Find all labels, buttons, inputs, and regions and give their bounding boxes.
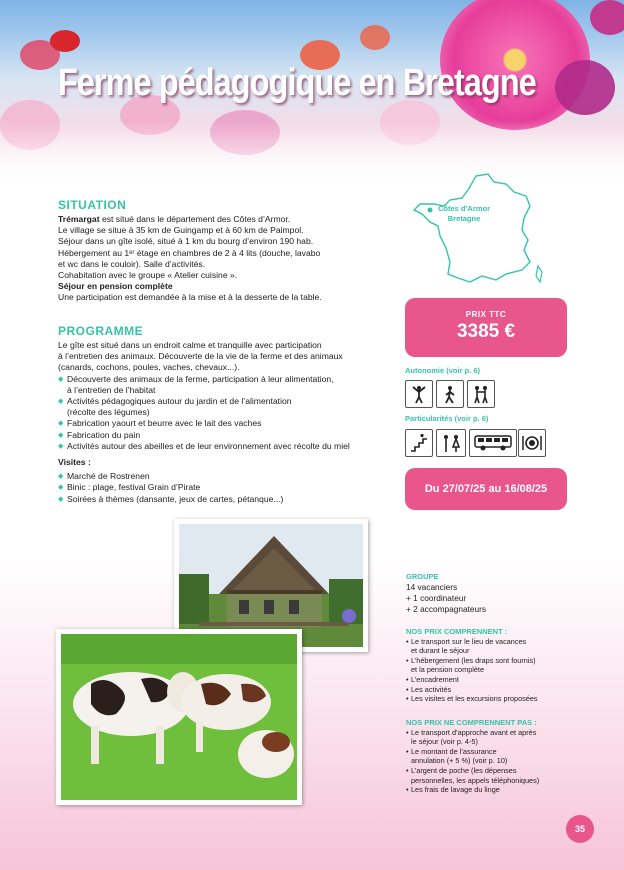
groupe-heading: GROUPE [406,572,439,581]
stairs-icon [405,429,433,457]
list-item: ◆ Fabrication du pain [58,430,403,441]
list-item: • L’encadrement [406,675,606,685]
page-number: 35 [566,815,594,843]
dates-box: Du 27/07/25 au 16/08/25 [405,468,567,510]
list-item: • Les frais de lavage du linge [406,785,606,795]
village-name: Trémargat [58,214,100,224]
list-item: • Le transport d’approche avant et après le séjour (voir p. 4-5) [406,728,606,747]
list-item: ◆ Marché de Rostrenen [58,471,403,482]
list-item: ◆ Soirées à thèmes (dansante, jeux de cartes, pétanque...) [58,494,403,505]
list-item: ◆ Découverte des animaux de la ferme, participation à leur alimentation, à l’entretien de l’habitat [58,374,403,396]
included-section [406,627,606,704]
price-value: 3385 € [456,321,516,342]
list-item: ◆ Activités pédagogiques autour du jardin et de l’alimentation (récolte des légumes) [58,396,403,418]
list-item: • Le montant de l’assurance annulation (+ 5 %) (voir p. 10) [406,747,606,766]
programme-heading: PROGRAMME [58,324,144,338]
people-assisted-icon [467,380,495,408]
excluded-section [406,718,606,795]
list-item: • Le transport sur le lieu de vacances et durant le séjour [406,637,606,656]
price-box [405,298,567,357]
programme-text: Le gîte est situé dans un endroit calme et tranquille avec participation à l’entretien des animaux. Découverte de la vie de la ferme et des animaux (canards, cochons, poules, vaches, chevaux...). ◆ Découverte des animaux de la ferme, participation à leur alimentation, à l’entretien de l’habitat ◆ Activités pédagogiques autour du jardin et de l’alimentation (récolte des légumes) ◆ Fabrication yaourt et beurre avec le lait des vaches ◆ Fabrication du pain ◆ Activités autour des abeilles et de leur environnement avec récolte du miel Visites : ◆ Marché de Rostrenen ◆ Binic : plage, festival Grain d’Pirate ◆ Soirées à thèmes (dansante, jeux de cartes, pétanque...) [58,340,403,505]
couple-icon [436,429,466,457]
cows-photo [56,629,302,805]
autonomie-label: Autonomie (voir p. 6) [405,366,480,375]
region-label: Côtes d’Armor Bretagne [437,204,491,223]
price-label: PRIX TTC [465,310,507,319]
france-map [410,170,550,290]
bus-icon [469,429,517,457]
list-item: • L’hébergement (les draps sont fournis) et la pension complète [406,656,606,675]
situation-heading: SITUATION [58,198,127,212]
exclus-heading: NOS PRIX NE COMPRENNENT PAS : [406,718,537,727]
particularites-label: Particularités (voir p. 6) [405,414,489,423]
list-item: ◆ Activités autour des abeilles et de leur environnement avec récolte du miel [58,441,403,452]
person-walking-icon [436,380,464,408]
page-title: Ferme pédagogique en Bretagne [58,62,536,104]
visits-heading: Visites : [58,457,91,468]
list-item: • Les activités [406,685,606,695]
meal-icon [518,429,546,457]
group-section: GROUPE 14 vacanciers + 1 coordinateur + 2 accompagnateurs [406,572,606,615]
list-item: • L’argent de poche (les dépenses personnelles, les appels téléphoniques) [406,766,606,785]
inclus-heading: NOS PRIX COMPRENNENT : [406,627,508,636]
list-item: ◆ Binic : plage, festival Grain d’Pirate [58,482,403,493]
list-item: ◆ Fabrication yaourt et beurre avec le lait des vaches [58,418,403,429]
person-raised-arms-icon [405,380,433,408]
list-item: • Les visites et les excursions proposées [406,694,606,704]
situation-text: Trémargat est situé dans le département des Côtes d’Armor. Le village se situe à 35 km de Guingamp et à 60 km de Paimpol. Séjour dans un gîte isolé, situé à 1 km du bourg d’environ 190 hab. Hébergement au 1ᵉʳ étage en chambres de 2 à 4 lits (douche, lavabo et wc dans le couloir). Salle d’activités. Cohabitation avec le groupe « Atelier cuisine ». Séjour en pension complète Une participation est demandée à la mise et à la desserte de la table. [58,214,322,303]
